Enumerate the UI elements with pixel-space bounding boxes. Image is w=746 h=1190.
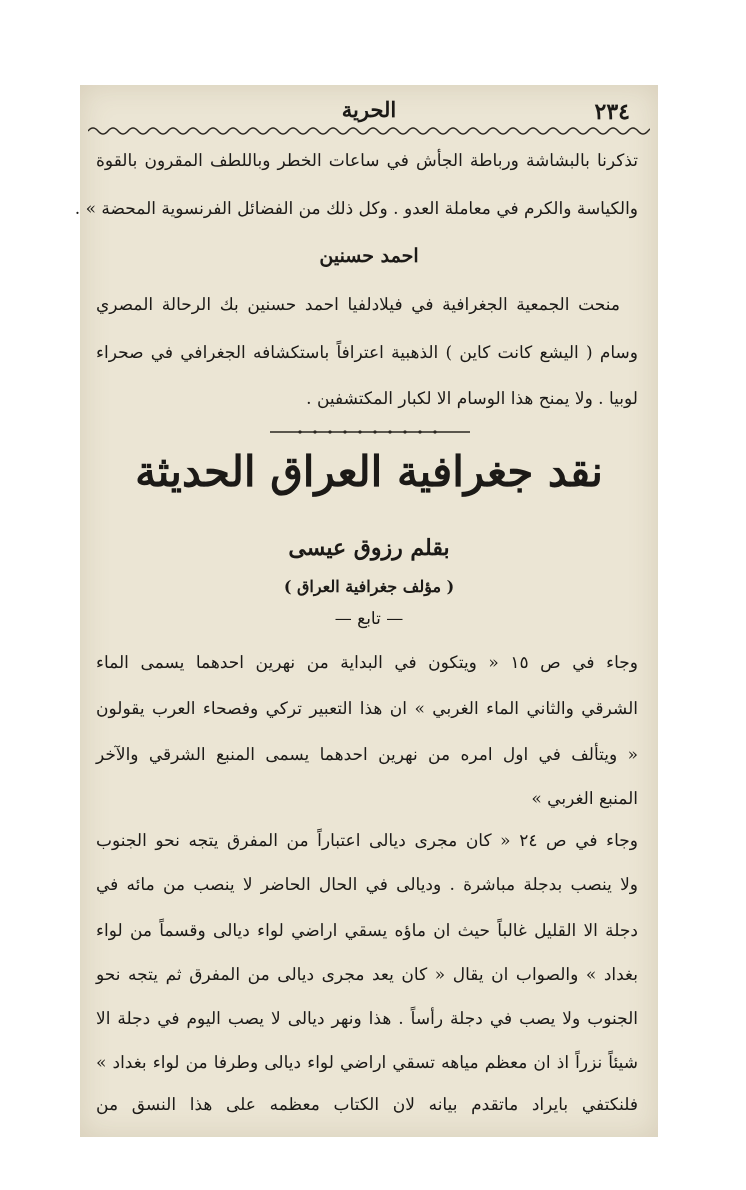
text-line: تذكرنا بالبشاشة ورباطة الجأش في ساعات الخطر وباللطف المقرون بالقوة (96, 151, 638, 171)
page-header (100, 95, 638, 129)
wavy-divider (88, 125, 650, 137)
text-line: لوبيا . ولا يمنح هذا الوسام الا لكبار المكتشفين . (306, 389, 638, 409)
text-line: وسام ( اليشع كانت كاين ) الذهبية اعترافاً باستكشافه الجغرافي في صحراء (96, 343, 638, 363)
text-line: « ويتألف في اول امره من نهرين احدهما يسمى المنبع الشرقي والآخر (96, 745, 638, 765)
text-line: وجاء في ص ١٥ « ويتكون في البداية من نهرين احدهما يسمى الماء (96, 653, 638, 673)
running-title: الحرية (341, 97, 397, 122)
text-line: دجلة الا القليل غالباً حيث ان ماؤه يسقي اراضي لواء ديالى وقسماً من لواء (96, 921, 638, 941)
article-subtitle: ( مؤلف جغرافية العراق ) (283, 577, 455, 596)
text-line: المنبع الغربي » (531, 789, 638, 809)
text-line: وجاء في ص ٢٤ « كان مجرى ديالى اعتباراً من المفرق يتجه نحو الجنوب (96, 831, 638, 851)
text-line: بغداد » والصواب ان يقال « كان يعد مجرى ديالى من المفرق ثم يتجه نحو (96, 965, 638, 985)
continued-marker: — تابع — (334, 609, 404, 629)
text-line: ولا ينصب بدجلة مباشرة . وديالى في الحال الحاضر لا ينصب من مائه في (96, 875, 638, 895)
text-line: فلنكتفي بايراد ماتقدم بيانه لان الكتاب معظمه على هذا النسق من (96, 1095, 638, 1115)
ornamental-divider (270, 427, 470, 437)
article-byline: بقلم رزوق عيسى (288, 535, 450, 561)
page-number: ٢٣٤ (594, 99, 630, 125)
text-line: شيئاً نزراً اذ ان معظم مياهه تسقي اراضي لواء ديالى وطرفا من لواء بغداد » (96, 1053, 638, 1073)
scanned-page (74, 85, 658, 1137)
text-line: منحت الجمعية الجغرافية في فيلادلفيا احمد حسنين بك الرحالة المصري (96, 295, 620, 315)
text-line: الجنوب ولا يصب في دجلة رأساً . هذا ونهر ديالى لا يصب اليوم في دجلة الا (96, 1009, 638, 1029)
signature: احمد حسنين (319, 245, 419, 267)
text-line: والكياسة والكرم في معاملة العدو . وكل ذلك من الفضائل الفرنسوية المحضة » . (74, 199, 638, 219)
text-line: الشرقي والثاني الماء الغربي » ان هذا التعبير تركي وفصحاء العرب يقولون (96, 699, 638, 719)
article-title: نقد جغرافية العراق الحديثة (135, 447, 603, 496)
